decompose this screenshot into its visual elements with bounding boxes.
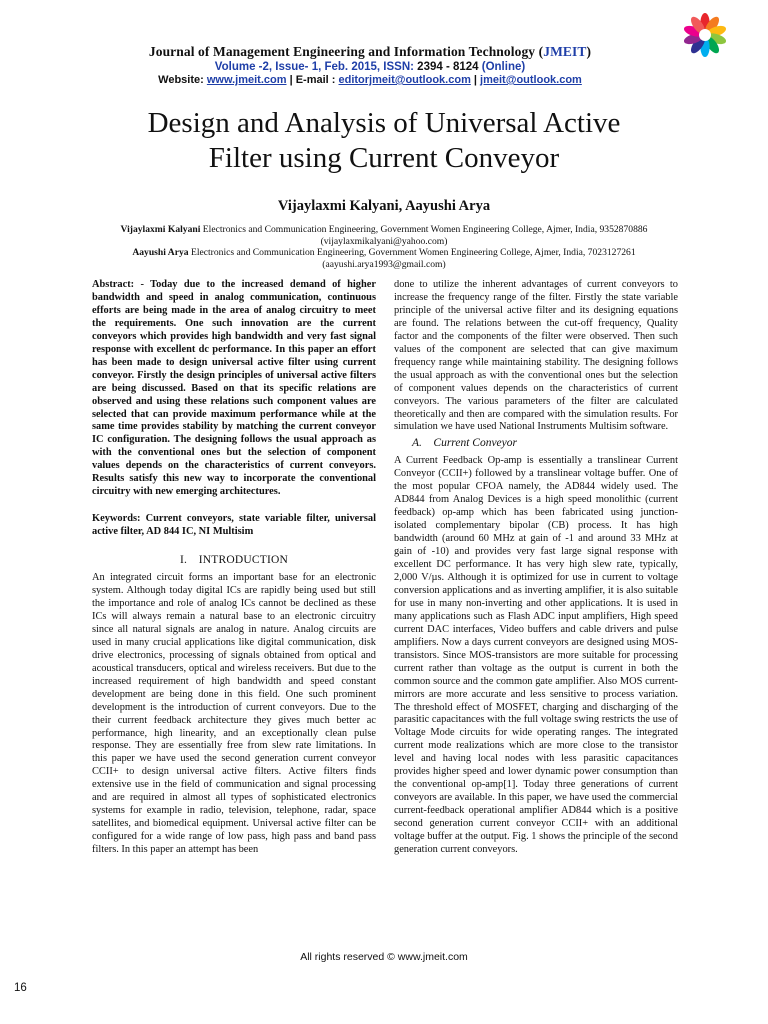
introduction-text-continued: done to utilize the inherent advantages of current conveyors to increase the frequency range of the filter. Firstly the state variable principle of the universal active filter and its designing equations are found. The relations between the cut-off frequency, Quality factor and the components of the filter were observed. Then such values of the component are selected that can give maximum frequency range while maintaining stability. The designing follows the usual approach as with the conventional ones but the selection of component values depends on the characteristics of current conveyors. The various parameters of the filter are calculated theoretically and then are compared with the simulation results. For simulation we have used National Instruments Multisim software. <box>394 279 678 433</box>
affiliation-1-name: Vijaylaxmi Kalyani <box>120 224 201 235</box>
right-column <box>394 279 678 857</box>
website-link[interactable]: www.jmeit.com <box>206 74 287 86</box>
footer-copyright: All rights reserved © www.jmeit.com <box>300 951 468 963</box>
journal-header <box>60 44 680 86</box>
affiliation-2 <box>70 247 698 259</box>
paper-title <box>70 106 698 176</box>
email-label: | E-mail : <box>286 74 339 86</box>
section-heading-introduction: I. INTRODUCTION <box>179 554 289 567</box>
affiliation-2-text: Electronics and Communication Engineering, Government Women Engineering College, Ajmer, India, 7023127261 <box>188 247 636 258</box>
introduction-text: An integrated circuit forms an important base for an electronic system. Although today digital ICs are rapidly being used but still the importance and role of analog ICs cannot be declined as these ICs will always remain a natural base to an electronic circuitry since all natural signals are analog in nature. Analog circuits are used in many crucial applications like digital communication, disk drive electronics, processing of signals obtained from optical and acoustical transducers, optical and wireless receivers. But due to the increased requirement of high bandwidth and speed constant development are being done in this field. One such prominent development is the introduction of current conveyors. Due to the their current feedback architecture they gives much better ac performance, high linearity, and an exceptionally clean pulse response. They are essentially free from slew rate limitations. In this paper we have used the second generation current conveyor CCII+ to design universal active filters. Active filters finds extensive use in the field of communication and signal processing and are required in almost all types of sophisticated electronics systems for example in radio, television, telephone, radar, space satellites, and biomedical equipment. Universal active filter can be configured for a wide range of low pass, high pass and band pass filters. In this paper an attempt has been <box>92 572 376 856</box>
left-column <box>92 279 376 857</box>
affiliation-2-email: (aayushi.arya1993@gmail.com) <box>322 258 446 270</box>
journal-name: Journal of Management Engineering and Information Technology ( <box>148 44 544 59</box>
website-label: Website: <box>158 74 207 86</box>
paper-title-line-2: Filter using Current Conveyor <box>208 142 560 174</box>
journal-issn: 2394 - 8124 <box>417 61 479 73</box>
current-conveyor-text: A Current Feedback Op-amp is essentially a translinear Current Conveyor (CCII+) followed by a translinear voltage buffer. One of the most popular CFOA namely, the AD844 widely used. The AD844 from Analog Devices is a high speed monolithic (current feedback) op-amp which has been fabricated using junction- isolated complementary bipolar (CB) process. It has high bandwidth (around 60 MHz at gain of -1 and around 33 MHz at gain of -10) and provides very fast large signal response with excellent DC performance. It has very high slew rate, typically, 2,000 V/µs. Although it is optimized for use in current to voltage conversion applications and as inverting amplifier, it is also suitable for use in many non-inverting and other applications. It is used in many applications such as Flash ADC input amplifiers, High speed current DAC interfaces, Video buffers and cable drivers and pulse amplifiers. Now a days current conveyors are designed using MOS-transistors. Since MOS-transistors are more suitable for processing current rather than voltage as the output is current in both the common source and the common gate amplifier. Also MOS current-mirrors are more accurate and less sensitive to process variation. The threshold effect of MOSFET, charging and discharging of the parasitic capacitances with the full voltage swing restricts the use of Voltage Mode circuits for wide operating ranges. The integrated current mode realizations which are more close to the transistor level and having local nodes with less parasitic capacitances provides higher speed and lower dynamic power consumption than the conventional op-amp[1]. Today three generations of current conveyors are available. In this paper, we have used the commercial current-feedback operational amplifier AD844 which is a positive second generation current conveyor CCII+ with an additional voltage buffer at the output. Fig. 1 shows the principle of the second generation current conveyors. <box>394 455 678 855</box>
journal-name-line <box>60 44 680 60</box>
journal-acronym: JMEIT <box>543 44 587 59</box>
abstract: Abstract: - Today due to the increased demand of higher bandwidth and speed in analog communication, continuous efforts are being made in the area of analog circuitry to meet the requirements. One such innovation are the current conveyors which provides high bandwidth and very fast signal response with excellent dc performance. In this paper an effort has been made to design universal active filter using current conveyor. Firstly the design principles of universal active filters are being discussed. Based on that its specific relations are observed and using these relations such component values are selected that can provide maximum performance while at the same time provides stability by matching the current conveyor IC configuration. The designing follows the usual approach as with the conventional ones but the selection of component values depends on the characteristics of current conveyors. Results satisfy this new way to incorporate the conventional circuitry with new emerging architectures. <box>92 279 376 498</box>
email-separator: | <box>470 74 481 86</box>
affiliation-1 <box>70 224 698 236</box>
authors: Vijaylaxmi Kalyani, Aayushi Arya <box>277 198 491 214</box>
email-link-editor[interactable]: editorjmeit@outlook.com <box>338 74 471 86</box>
journal-volume-line <box>60 61 680 73</box>
journal-volume: Volume -2, Issue- 1, Feb. 2015, ISSN: <box>214 61 418 73</box>
logo-center <box>699 29 711 41</box>
subsection-heading-current-conveyor: A. Current Conveyor <box>412 437 517 450</box>
affiliation-2-name: Aayushi Arya <box>132 247 189 258</box>
flower-logo-icon <box>682 12 728 58</box>
journal-online: (Online) <box>478 61 526 73</box>
page-number: 16 <box>14 982 27 994</box>
email-link-journal[interactable]: jmeit@outlook.com <box>480 74 582 86</box>
journal-contact-line <box>60 74 680 86</box>
journal-name-close: ) <box>586 44 592 59</box>
keywords: Keywords: Current conveyors, state variable filter, universal active filter, AD 844 IC, NI Multisim <box>92 513 376 538</box>
affiliation-1-email: (vijaylaxmikalyani@yahoo.com) <box>320 235 448 247</box>
affiliations <box>70 224 698 270</box>
affiliation-1-text: Electronics and Communication Engineering, Government Women Engineering College, Ajmer, India, 9352870886 <box>200 224 648 235</box>
paper-title-line-1: Design and Analysis of Universal Active <box>147 107 621 139</box>
